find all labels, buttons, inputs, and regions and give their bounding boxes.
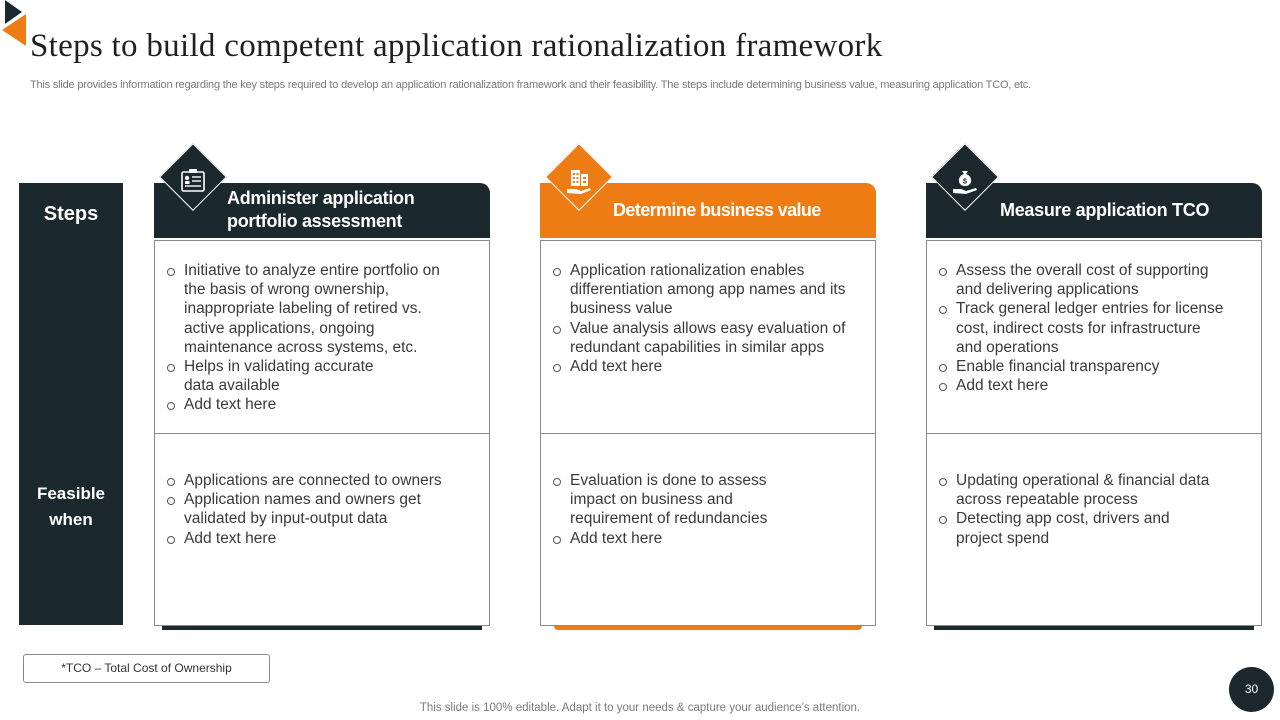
column-title-line: Administer application <box>227 188 415 208</box>
column-content-box <box>154 240 490 626</box>
column-title-line: portfolio assessment <box>227 211 403 231</box>
column-content-box <box>926 240 1262 626</box>
list-item: Initiative to analyze entire portfolio on the basis of wrong ownership, inappropriate labeling of retired vs. active applications, ongoing maintenance across systems, etc. <box>165 261 440 357</box>
column-base-bar <box>162 626 482 630</box>
feasible-bullet-list <box>165 471 442 548</box>
feasible-label-line: when <box>49 510 93 529</box>
feasible-bullet-list <box>551 471 767 548</box>
list-item: Application rationalization enables differentiation among app names and its business value <box>551 261 845 319</box>
column-base-bar <box>934 626 1254 630</box>
column-application-tco <box>926 148 1262 632</box>
logo-arrows-icon <box>0 0 30 50</box>
list-item: Add text here <box>551 529 767 548</box>
page-subtitle: This slide provides information regarding the key steps required to develop an application rationalization framework and their feasibility. The steps include determining business value, measuring application TCO, etc. <box>30 79 1031 91</box>
column-portfolio-assessment <box>154 148 490 632</box>
column-title: Measure application TCO <box>1000 200 1210 220</box>
list-item: Add text here <box>551 357 845 376</box>
footer-text: This slide is 100% editable. Adapt it to your needs & capture your audience’s attention. <box>419 702 861 714</box>
row-divider <box>927 433 1261 434</box>
column-title <box>227 187 414 233</box>
column-business-value <box>540 148 876 632</box>
list-item: Enable financial transparency <box>937 357 1223 376</box>
row-label-bar <box>19 183 123 625</box>
column-content-box <box>540 240 876 626</box>
clipboard-report-icon <box>173 162 213 202</box>
svg-text:$: $ <box>963 178 967 186</box>
list-item: Value analysis allows easy evaluation of redundant capabilities in similar apps <box>551 319 845 357</box>
steps-bullet-list <box>165 261 440 415</box>
list-item: Evaluation is done to assess impact on business and requirement of redundancies <box>551 471 767 529</box>
feasible-row-label <box>19 481 123 533</box>
feasible-label-line: Feasible <box>36 484 106 503</box>
page-title: Steps to build competent application rationalization framework <box>30 28 883 64</box>
row-divider <box>541 433 875 434</box>
steps-bullet-list <box>937 261 1223 395</box>
column-title: Determine business value <box>613 200 821 220</box>
money-bag-hand-icon <box>945 162 985 202</box>
list-item: Detecting app cost, drivers and project spend <box>937 509 1209 547</box>
list-item: Assess the overall cost of supporting and delivering applications <box>937 261 1223 299</box>
page-number-badge: 30 <box>1229 667 1274 712</box>
list-item: Track general ledger entries for license cost, indirect costs for infrastructure and operations <box>937 299 1223 357</box>
list-item: Add text here <box>165 529 442 548</box>
tco-footnote: *TCO – Total Cost of Ownership <box>23 654 270 683</box>
list-item: Add text here <box>937 376 1223 395</box>
building-hand-icon <box>559 162 599 202</box>
list-item: Helps in validating accurate data available <box>165 357 440 395</box>
list-item: Add text here <box>165 395 440 414</box>
list-item: Applications are connected to owners <box>165 471 442 490</box>
steps-bullet-list <box>551 261 845 376</box>
steps-row-label: Steps <box>43 203 99 225</box>
list-item: Application names and owners get validated by input-output data <box>165 490 442 528</box>
feasible-bullet-list <box>937 471 1209 548</box>
row-divider <box>155 433 489 434</box>
column-base-bar <box>554 626 862 630</box>
list-item: Updating operational & financial data across repeatable process <box>937 471 1209 509</box>
